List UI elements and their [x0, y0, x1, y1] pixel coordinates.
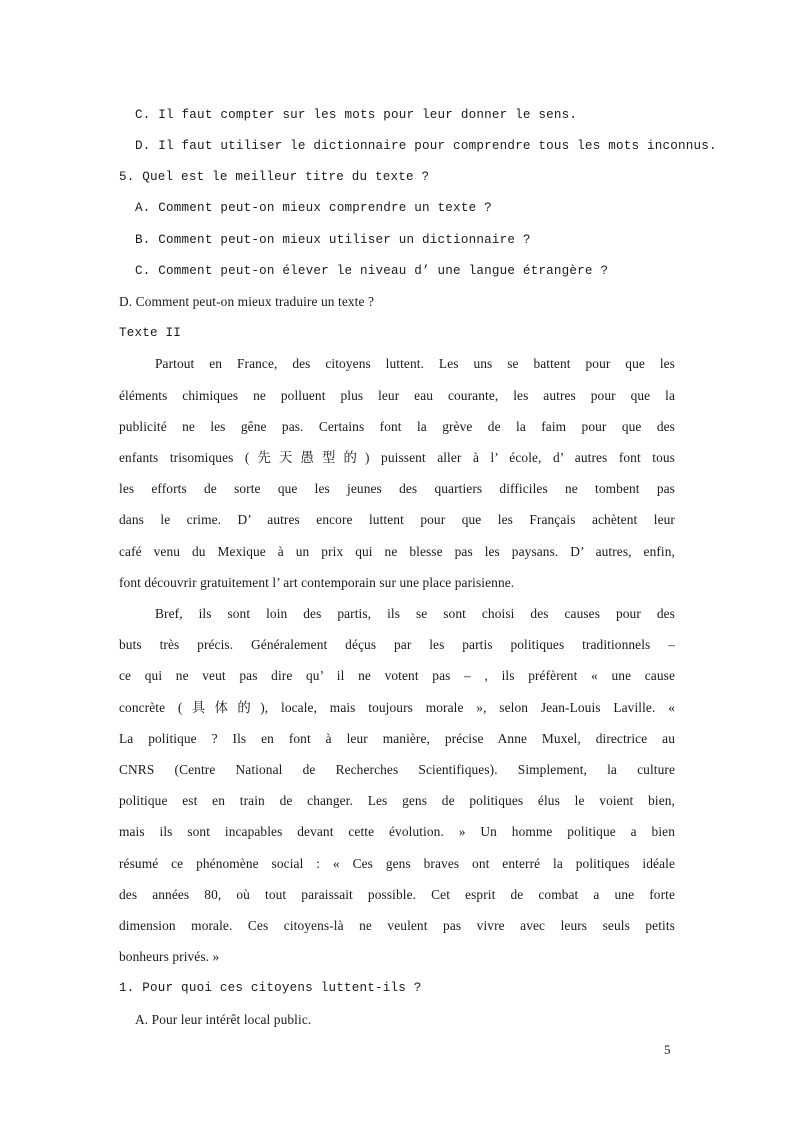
paragraph-2-line-7: politique est en train de changer. Les gens de politiques élus le voient bien,: [119, 793, 675, 808]
question-5-option-a: A. Comment peut-on mieux comprendre un texte ?: [135, 201, 492, 215]
question-5-option-c: C. Comment peut-on élever le niveau d’ une langue étrangère ?: [135, 264, 609, 278]
question-1: 1. Pour quoi ces citoyens luttent-ils ?: [119, 981, 422, 995]
paragraph-1-line-3: publicité ne les gêne pas. Certains font la grève de la faim pour que des: [119, 419, 675, 434]
paragraph-2-line-4: concrète (具体的), locale, mais toujours morale », selon Jean-Louis Laville. «: [119, 700, 675, 715]
option-d-previous-question: D. Il faut utiliser le dictionnaire pour comprendre tous les mots inconnus.: [135, 139, 717, 153]
paragraph-2-line-8: mais ils sont incapables devant cette évolution. » Un homme politique a bien: [119, 824, 675, 839]
paragraph-2-line-6: CNRS (Centre National de Recherches Scientifiques). Simplement, la culture: [119, 762, 675, 777]
question-1-option-a: A. Pour leur intérêt local public.: [135, 1012, 312, 1027]
paragraph-1-line-5: les efforts de sorte que les jeunes des quartiers difficiles ne tombent pas: [119, 481, 675, 496]
question-5-option-b: B. Comment peut-on mieux utiliser un dictionnaire ?: [135, 233, 531, 247]
paragraph-1-line-2: éléments chimiques ne polluent plus leur eau courante, les autres pour que la: [119, 388, 675, 403]
option-c-previous-question: C. Il faut compter sur les mots pour leur donner le sens.: [135, 108, 578, 122]
paragraph-2-line-10: des années 80, où tout paraissait possible. Cet esprit de combat a une forte: [119, 887, 675, 902]
paragraph-1-line-7: café venu du Mexique à un prix qui ne blesse pas les paysans. D’ autres, enfin,: [119, 544, 675, 559]
paragraph-1-line-8: font découvrir gratuitement l’ art contemporain sur une place parisienne.: [119, 575, 515, 590]
paragraph-2-line-9: résumé ce phénomène social : « Ces gens braves ont enterré la politiques idéale: [119, 856, 675, 871]
paragraph-1-line-1: Partout en France, des citoyens luttent. Les uns se battent pour que les: [155, 356, 675, 371]
paragraph-2-line-11: dimension morale. Ces citoyens-là ne veulent pas vivre avec leurs seuls petits: [119, 918, 675, 933]
page-number: 5: [664, 1042, 671, 1057]
section-title: Texte II: [119, 326, 182, 340]
question-5: 5. Quel est le meilleur titre du texte ?: [119, 170, 430, 184]
paragraph-2-line-2: buts très précis. Généralement déçus par les partis politiques traditionnels –: [119, 637, 675, 652]
paragraph-2-line-3: ce qui ne veut pas dire qu’ il ne votent pas – , ils préfèrent « une cause: [119, 668, 675, 683]
paragraph-1-line-4: enfants trisomiques (先天愚型的) puissent aller à l’ école, d’ autres font tous: [119, 450, 675, 465]
paragraph-2-line-12: bonheurs privés. »: [119, 949, 220, 964]
question-5-option-d: D. Comment peut-on mieux traduire un texte ?: [119, 294, 375, 309]
paragraph-2-line-5: La politique ? Ils en font à leur manière, précise Anne Muxel, directrice au: [119, 731, 675, 746]
paragraph-1-line-6: dans le crime. D’ autres encore luttent pour que les Français achètent leur: [119, 512, 675, 527]
paragraph-2-line-1: Bref, ils sont loin des partis, ils se sont choisi des causes pour des: [155, 606, 675, 621]
